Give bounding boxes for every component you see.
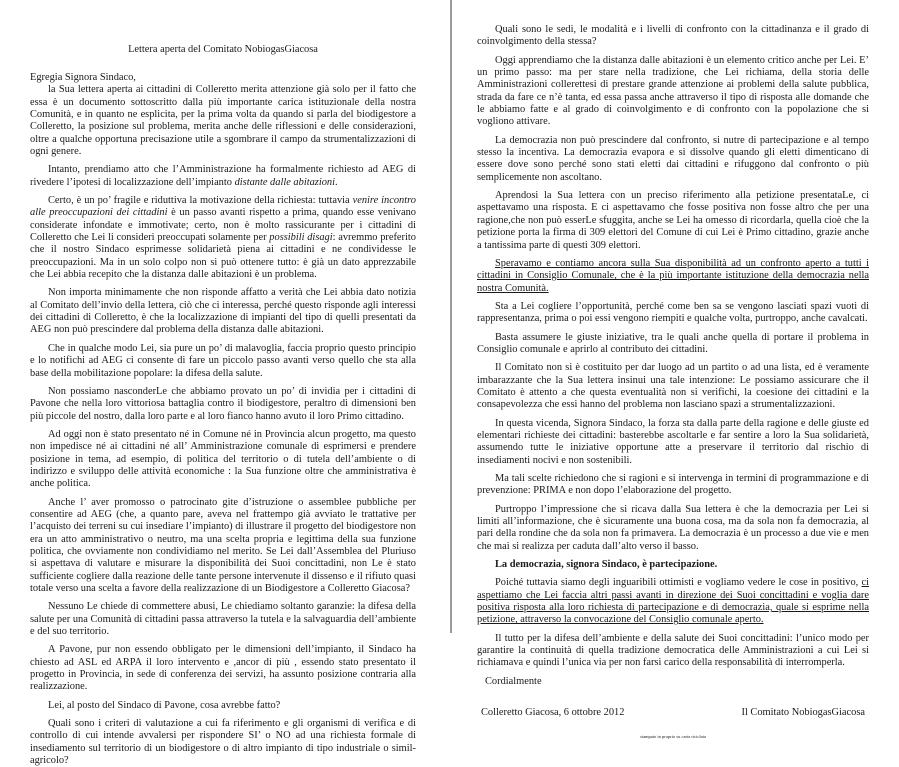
paragraph: la Sua lettera aperta ai cittadini di Colleretto merita attenzione già solo per il fatto che essa è un documento sottoscritto dalla più importante carica istituzionale della nostra Comunità, e in quanto ne esplicita, per la prima volta da quando si parla del biodigestore a Colleretto, la posizione sul problema, merita anche delle riflessioni e delle considerazioni, oltre a qualche opportuna precisazione utile a sgombrare il campo da strumentalizzazioni di ogni genere. <box>30 84 416 158</box>
paragraph: Il Comitato non si è costituito per dar luogo ad un partito o ad una lista, ed è veramente imbarazzante che la Sua lettera insinui una tale intenzione: Le possiamo assicurare che il Comitato è attento a che questa eventualità non si verifichi, la coesione dei cittadini e la consapevolezza che essi hanno del problema non lasciano spazi a strumentalizzazioni. <box>477 362 869 411</box>
footer-note: stampato in proprio su carta riciclata <box>640 733 706 739</box>
closing: Cordialmente <box>485 675 542 687</box>
place-date: Colleretto Giacosa, 6 ottobre 2012 <box>481 706 625 718</box>
paragraph: In questa vicenda, Signora Sindaco, la forza sta dalla parte della ragione e delle giuste ed elementari richieste dei cittadini: basterebbe ascoltarle e far sentire a loro la Sua solidarietà, assumendo tutte le iniziative opportune atte a preservare il territorio dal rischio di insediamenti nocivi e non sostenibili. <box>477 417 869 466</box>
paragraph: Purtroppo l’impressione che si ricava dalla Sua lettera è che la democrazia per Lei si limiti all’informazione, che è sicuramente una buona cosa, ma da sola non fa democrazia, al pari della rondine che da sola non fa primavera. La democrazia è un processo a due vie e men che mai si realizza per caduta dall’alto verso il basso. <box>477 503 869 552</box>
salutation: Egregia Signora Sindaco, <box>30 72 136 83</box>
paragraph: Non importa minimamente che non risponde affatto a verità che Lei abbia dato notizia al Comitato dell’invio della lettera, ciò che ci interessa, perché questo risponde agli interessi dei cittadini di Colleretto, è che la localizzazione di impianti del tipo di quelli presentati da AEG non può prescindere dal problema della distanza dalle abitazioni. <box>30 287 416 336</box>
paragraph: Che in qualche modo Lei, sia pure un po’ di malavoglia, faccia proprio questo principio e lo notifichi ad AEG ci consente di fare un piccolo passo avanti verso quello che sta alla base della mobilitazione popolare: la difesa della salute. <box>30 342 416 379</box>
paragraph: Nessuno Le chiede di commettere abusi, Le chiediamo soltanto garanzie: la difesa della salute per una Comunità di cittadini passa attraverso la tutela e la salvaguardia dell’ambiente e del suo territorio. <box>30 601 416 638</box>
paragraph: Quali sono i criteri di valutazione a cui fa riferimento e gli organismi di verifica e di controllo di cui intende avvalersi per rispondere SI’ o NO ad una richiesta formale di insediamento sul territorio di un biodigestore o di altro impianto di tipo industriale o simil-agricolo? <box>30 718 416 767</box>
paragraph: Oggi apprendiamo che la distanza dalle abitazioni è un elemento critico anche per Lei. E’ un primo passo: ma per stare nella tradizione, che Lei richiama, della storia delle Amministrazioni collerettesi di prestare grande attenzione ai problemi della salute pubblica, strada da fare ce n’è tanta, ed essa passa anche attraverso il tipo di risposta alle domande che le abbiamo fatte e al grado di coinvolgimento e di confronto con la popolazione che si vogliono attivare. <box>477 54 869 128</box>
paragraph: La democrazia non può prescindere dal confronto, si nutre di partecipazione e al tempo stesso la incentiva. La democrazia evapora e si dissolve quando gli eletti dimenticano di essere dove sono perché sono stati eletti dai cittadini e rifuggono dal confronto o più semplicemente non ascoltano. <box>477 134 869 183</box>
paragraph: Basta assumere le giuste iniziative, tra le quali anche quella di portare il problema in Consiglio comunale e aprirlo al contributo dei cittadini. <box>477 331 869 355</box>
paragraph: Non possiamo nasconderLe che abbiamo provato un po’ di invidia per i cittadini di Pavone che nella loro vittoriosa battaglia contro il biodigestore, peraltro di dimensioni ben più piccole del nostro, dalla loro parte e al loro fianco hanno avuto il loro Primo cittadino. <box>30 385 416 422</box>
bold-statement: La democrazia, signora Sindaco, è partecipazione. <box>495 559 718 571</box>
paragraph: Sta a Lei cogliere l’opportunità, perché come ben sa se vengono lasciati spazi vuoti di rappresentanza, prima o poi essi vengono riempiti e qualche volta, purtroppo, anche cavalcati. <box>477 300 869 325</box>
paragraph: Intanto, prendiamo atto che l’Amministrazione ha formalmente richiesto ad AEG di rivedere l’ipotesi di localizzazione dell’impianto distante dalle abitazioni. <box>30 164 416 188</box>
signature: Il Comitato NobiogasGiacosa <box>741 706 865 718</box>
paragraph: Certo, è un po’ fragile e riduttiva la motivazione della richiesta: tuttavia venire incontro alle preoccupazioni dei cittadini è un passo avanti rispetto a prima, quando esse venivano considerate infondate e immotivate; certo, non è molto rassicurante per i cittadini di Colleretto che Lei li consideri preoccupati solamente per possibili disagi: avremmo preferito che il nostro Sindaco esprimesse solidarietà piena ai cittadini e ne condividesse le preoccupazioni. Ma in un solo colpo non si può ottenere tutto: è già un dato apprezzabile che Lei abbia recepito che la distanza dalle abitazioni è un problema. <box>30 195 416 281</box>
paragraph: Anche l’ aver promosso o patrocinato gite d’istruzione o assemblee pubbliche per consentire ad AEG (che, a quanto pare, aveva nel frattempo già avviato le trattative per l’acquisto dei terreni su cui insediare l’impianto) di illustrare il progetto del biodigestore non era un atto amministrativo o neutro, ma una scelta propria e legittima della sua funzione politica, che ovviamente non condividiamo nel merito. Se Lei dall’Assemblea del Pluriuso si aspettava di valutare e misurare la disponibilità dei Suoi concittadini, non Le è stato sufficiente cogliere dalla reazione delle tante persone intervenute il dissenso e il rifiuto quasi totale verso una scelta a favore della realizzazione di un Biodigestore a Colleretto Giacosa? <box>30 496 416 595</box>
paragraph: Ad oggi non è stato presentato né in Comune né in Provincia alcun progetto, ma questo non impedisce né ai cittadini né all’ Amministrazione comunale di esprimersi e prendere posizione in tema, ad esempio, di politica del territorio o di tutela dell’ambiente o di indirizzo e sviluppo delle attività economiche : la Sua funzione oltre che amministrativa è anche politica. <box>30 428 416 490</box>
paragraph: Quali sono le sedi, le modalità e i livelli di confronto con la cittadinanza e il grado di coinvolgimento della stessa? <box>477 24 869 48</box>
paragraph: A Pavone, pur non essendo obbligato per le dimensioni dell’impianto, il Sindaco ha chiesto ad ASL ed ARPA il loro intervento e ,ancor di più , essendo stato presentato il progetto in Provincia, in sede di conferenza dei servizi, ha assunto posizione contraria alla realizzazione. <box>30 644 416 693</box>
paragraph: Lei, al posto del Sindaco di Pavone, cosa avrebbe fatto? <box>48 699 281 711</box>
page-right <box>452 0 899 739</box>
paragraph: Il tutto per la difesa dell’ambiente e della salute dei Suoi concittadini: l’unico modo per garantire la continuità di quella tradizione democratica delle Amministrazioni a cui Lei si richiamava e quindi l’unica via per non farsi carico della responsabilità di interromperla. <box>477 632 869 669</box>
paragraph: Poiché tuttavia siamo degli inguaribili ottimisti e vogliamo vedere le cose in positivo, ci aspettiamo che Lei faccia altri passi avanti in direzione dei Suoi concittadini e voglia dare positiva risposta alla loro richiesta di partecipazione e di democrazia, quale si esprime nella petizione, attraverso la convocazione del Consiglio comunale aperto. <box>477 577 869 626</box>
document-title: Lettera aperta del Comitato NobiogasGiacosa <box>128 44 318 55</box>
signature-row <box>481 707 865 718</box>
paragraph: Ma tali scelte richiedono che si ragioni e si intervenga in termini di programmazione e di prevenzione: PRIMA e non dopo l’elaborazione del progetto. <box>477 473 869 497</box>
paragraph: Aprendosi la Sua lettera con un preciso riferimento alla petizione presentataLe, ci aspettavamo una risposta. E ci aspettavamo che fosse positiva non fosse altro che per una ragione,che non può esserLe sfuggita, anche se Lei ha omesso di ricordarla, quella cioè che la petizione porta la firma di 309 elettori del Comune di cui Lei è Primo cittadino, grazie anche a tantissima parte di questi 309 elettori. <box>477 190 869 251</box>
paragraph-underlined: Speravamo e contiamo ancora sulla Sua disponibilità ad un confronto aperto a tutti i cittadini in Consiglio Comunale, che è la più importante istituzione della democrazia nella nostra Comunità. <box>477 257 869 294</box>
